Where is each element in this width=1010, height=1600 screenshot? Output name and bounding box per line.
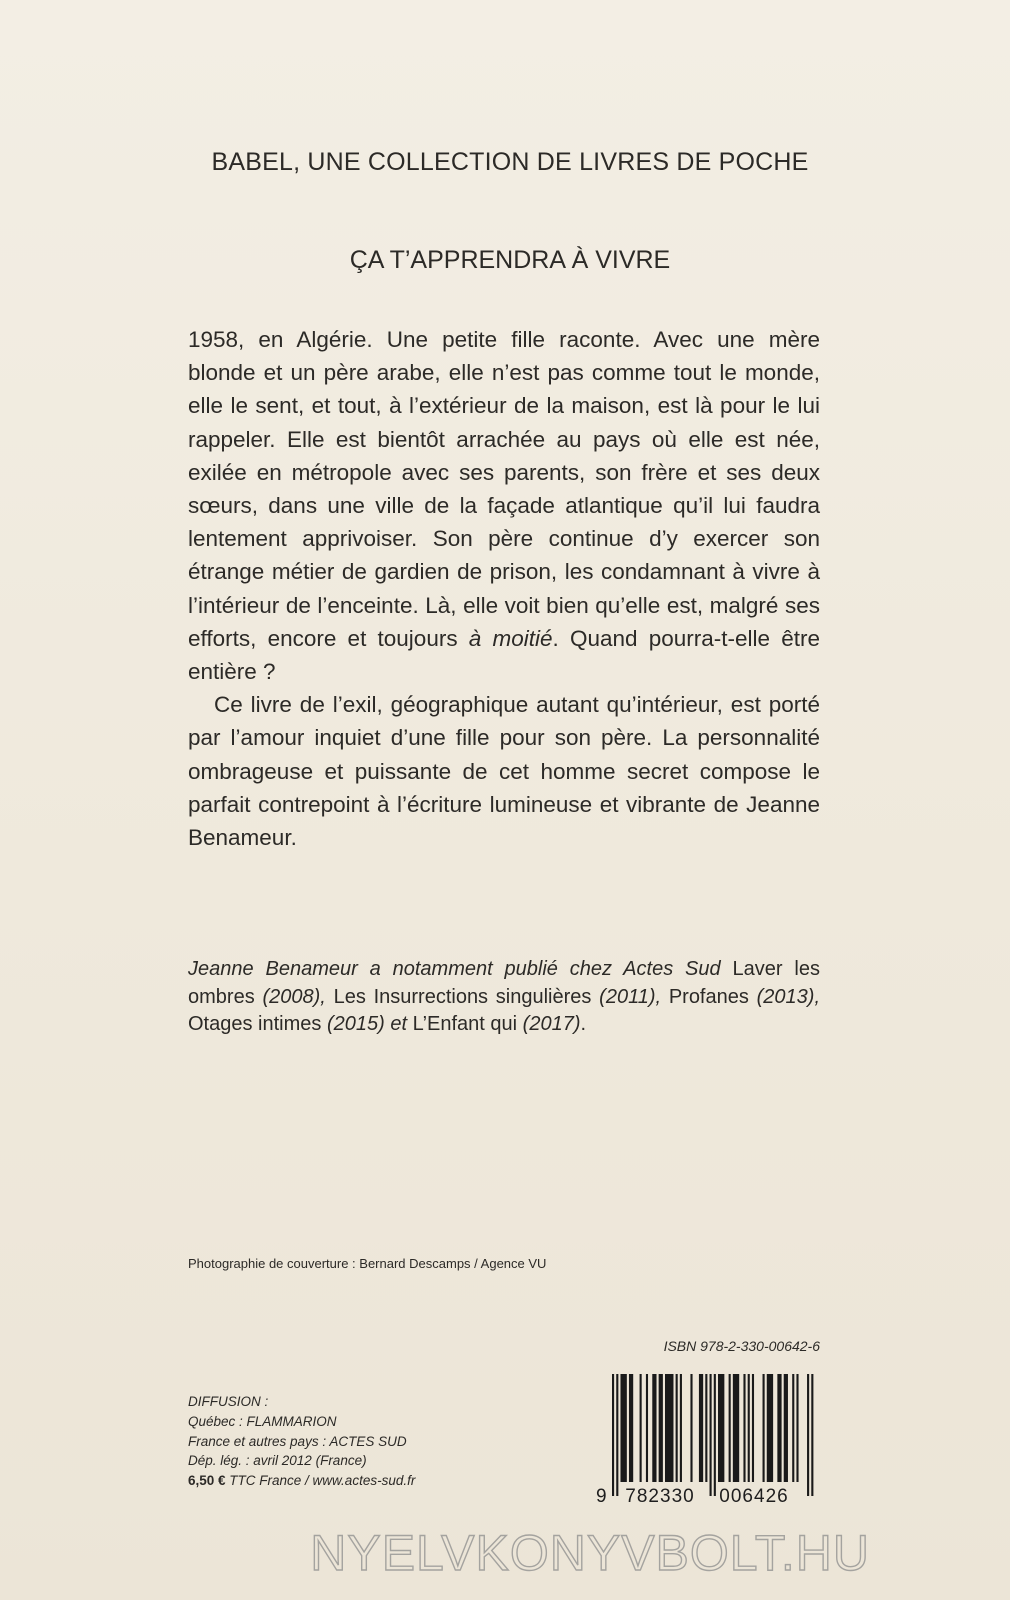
barcode-bar — [796, 1374, 798, 1482]
barcode-bar — [680, 1374, 682, 1482]
barcode-bar — [752, 1374, 754, 1482]
barcode-bar — [792, 1374, 794, 1482]
book-title: ÇA T’APPRENDRA À VIVRE — [349, 246, 671, 274]
bio-sep: , — [320, 985, 326, 1008]
barcode-guard-bar — [710, 1374, 712, 1496]
distribution-block — [188, 1392, 518, 1491]
price-details: TTC France / www.actes-sud.fr — [225, 1473, 416, 1489]
bio-intro: Jeanne Benameur a notamment publié chez Actes Sud — [188, 958, 721, 980]
bio-sep: , — [655, 985, 662, 1008]
barcode-bar — [640, 1374, 642, 1482]
barcode-first-digit: 9 — [596, 1486, 607, 1507]
bio-work-title: Profanes — [668, 985, 749, 1008]
blurb-paragraph-2: Ce livre de l’exil, géographique autant qu’intérieur, est porté par l’amour inquiet d’une fille pour son père. La personnalité ombrageuse et puissante de cet homme secret compose le parfait contrepoint à l’écriture lumineuse et vibrante de Jeanne Benameur. — [188, 692, 820, 851]
barcode-bar — [629, 1374, 633, 1482]
barcode-bar — [646, 1374, 648, 1482]
barcode-bar — [729, 1374, 731, 1482]
barcode-bar — [748, 1374, 750, 1482]
isbn: ISBN 978-2-330-00642-6 — [663, 1338, 820, 1354]
legal-deposit: Dép. lég. : avril 2012 (France) — [188, 1453, 367, 1469]
author-bio — [188, 956, 820, 1039]
barcode-guard-bar — [811, 1374, 813, 1496]
blurb-p1-end: . Quand pourra-t-elle être entière ? — [188, 625, 820, 685]
distribution-heading: DIFFUSION : — [188, 1394, 269, 1409]
barcode-bar — [743, 1374, 745, 1482]
bio-sep: , — [814, 985, 820, 1008]
bio-work-year: (2011) — [599, 985, 656, 1008]
blurb-p1-italic: à moitié — [468, 625, 553, 651]
series-line: BABEL, UNE COLLECTION DE LIVRES DE POCHE — [211, 148, 809, 176]
author-bio-text: Jeanne Benameur a notamment publié chez Actes Sud Laver les ombres (2008), Les Insurrections singulières (2011), Profanes (2013), Otages intimes (2015) et L’Enfant qui (2017). — [188, 958, 820, 1036]
barcode-guard-bar — [612, 1374, 614, 1496]
distribution-france: France et autres pays : ACTES SUD — [188, 1433, 407, 1449]
barcode-bar — [699, 1374, 703, 1482]
barcode-right-digits: 006426 — [719, 1486, 789, 1507]
barcode-bar — [718, 1374, 724, 1482]
barcode-left-digits: 782330 — [625, 1486, 695, 1507]
bio-work-year: (2013) — [756, 985, 815, 1008]
distribution-quebec: Québec : FLAMMARION — [188, 1413, 337, 1429]
photo-credit: Photographie de couverture : Bernard Descamps / Agence VU — [188, 1256, 547, 1271]
blurb-paragraph-1 — [188, 323, 820, 688]
bio-work-year: (2008) — [262, 985, 321, 1008]
barcode-bar — [733, 1374, 739, 1482]
barcode-bar — [763, 1374, 765, 1482]
price-line — [188, 1471, 518, 1491]
bio-work-title: L’Enfant qui — [412, 1013, 518, 1036]
barcode-graphic — [594, 1372, 820, 1508]
bio-work-title: Les Insurrections singulières — [333, 985, 592, 1008]
barcode — [594, 1372, 820, 1508]
price: 6,50 € — [188, 1473, 226, 1489]
bio-and: et — [390, 1013, 408, 1036]
barcode-bar — [659, 1374, 663, 1482]
barcode-bar — [784, 1374, 788, 1482]
barcode-bar — [777, 1374, 781, 1482]
bio-work-title: Laver les ombres — [188, 958, 820, 1008]
watermark: NYELVKONYVBOLT.HU — [310, 1525, 870, 1581]
barcode-bar — [665, 1374, 673, 1482]
barcode-bar — [690, 1374, 692, 1482]
barcode-guard-bar — [807, 1374, 809, 1496]
bio-work-year: (2015) — [326, 1013, 385, 1036]
barcode-guard-bar — [616, 1374, 618, 1496]
blurb — [188, 323, 820, 854]
barcode-bar — [652, 1374, 656, 1482]
barcode-bar — [767, 1374, 773, 1482]
bio-work-year: (2017) — [522, 1013, 581, 1036]
blurb-p1-text: 1958, en Algérie. Une petite fille raconte. Avec une mère blonde et un père arabe, elle n’est pas comme tout le monde, elle le sent, et tout, à l’extérieur de la maison, est là pour le lui rappeler. Elle est bientôt arrachée au pays où elle est née, exilée en métropole avec ses parents, son frère et ses deux sœurs, dans une ville de la façade atlantique qu’il lui faudra lentement apprivoiser. Son père continue d’y exercer son étrange métier de gardien de prison, les condamnant à vivre à l’intérieur de l’enceinte. Là, elle voit bien qu’elle est, malgré ses efforts, encore et toujours — [188, 327, 820, 651]
bio-work-title: Otages intimes — [188, 1013, 322, 1036]
barcode-bar — [676, 1374, 678, 1482]
barcode-bar — [705, 1374, 707, 1482]
barcode-bar — [620, 1374, 626, 1482]
barcode-guard-bar — [714, 1374, 716, 1496]
